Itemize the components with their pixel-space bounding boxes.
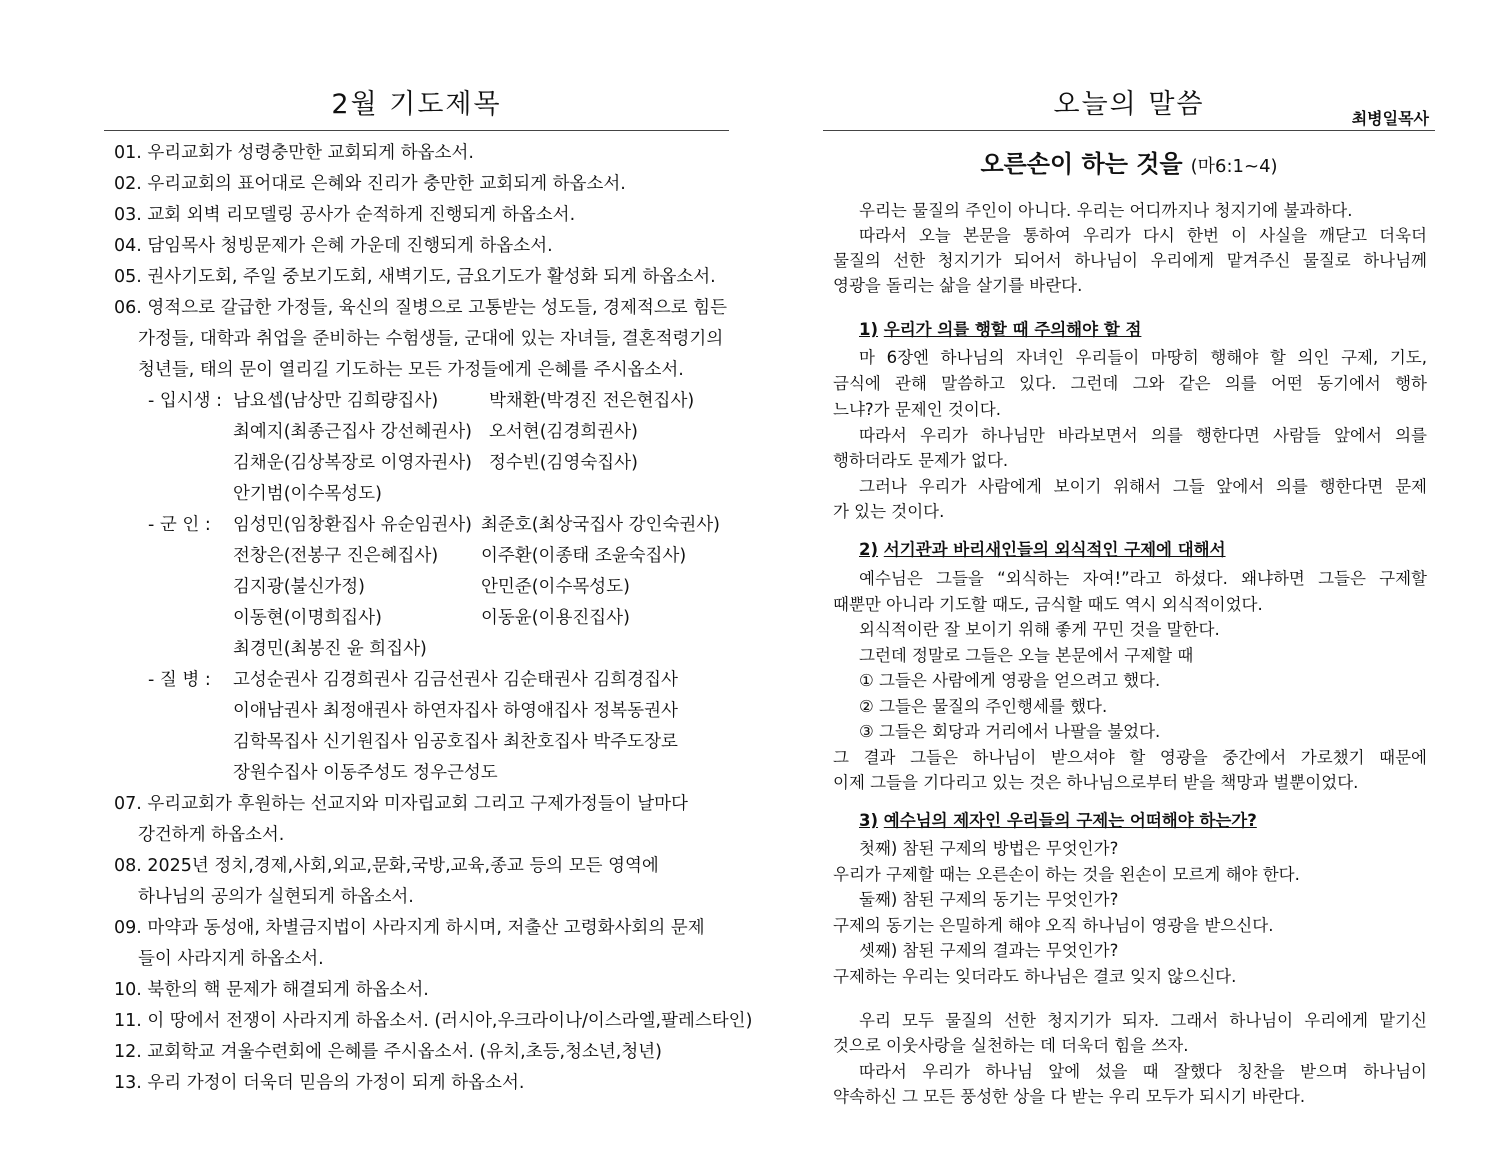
sick-names: 이애남권사 최정애권사 하연자집사 하영애집사 정복동권사 [233,701,678,721]
sermon-line: 그러나 우리가 사람에게 보이기 위해서 그들 앞에서 의를 행한다면 문제 [859,477,1427,496]
sermon-line: 약속하신 그 모든 풍성한 상을 다 받는 우리 모두가 되시기 바란다. [833,1087,1306,1106]
sick-names: 장원수집사 이동주성도 정우근성도 [233,763,498,783]
prayer-item: 08. 2025년 정치,경제,사회,외교,문화,국방,교육,종교 등의 모든 영역에 [114,856,659,876]
sermon-line: 가 있는 것이다. [833,502,945,521]
exam-group-row [114,386,729,417]
exam-name: 최예지(최종근집사 강선혜권사) [233,422,472,442]
prayer-item-continued: 하나님의 공의가 실현되게 하옵소서. [138,887,414,907]
exam-group-row [114,417,729,448]
exam-name: 남요셉(남상만 김희량집사) [233,391,439,411]
sermon-line: 구제의 동기는 은밀하게 해야 오직 하나님이 영광을 받으신다. [833,916,1274,935]
army-name: 김지광(불신가정) [233,577,365,597]
prayer-item: 13. 우리 가정이 더욱더 믿음의 가정이 되게 하옵소서. [114,1073,525,1093]
prayer-item-continued: 들이 사라지게 하옵소서. [138,949,324,969]
army-name: 이주환(이종태 조윤숙집사) [481,546,687,566]
sermon-line: 우리는 물질의 주인이 아니다. 우리는 어디까지나 청지기에 불과하다. [859,201,1353,220]
sermon-line: 마 6장엔 하나님의 자녀인 우리들이 마땅히 행해야 할 의인 구제, 기도, [859,348,1427,367]
exam-label: - 입시생 : [148,391,223,411]
sermon-line: 그런데 정말로 그들은 오늘 본문에서 구제할 때 [859,646,1194,665]
prayer-item: 07. 우리교회가 후원하는 선교지와 미자립교회 그리고 구제가정들이 날마다 [114,794,688,814]
prayer-item-continued: 강건하게 하옵소서. [138,825,285,845]
sermon-page-title: 오늘의 말씀 [1053,89,1205,120]
prayer-list [114,138,753,1099]
sermon-line: ② 그들은 물질의 주인행세를 했다. [859,697,1108,716]
sermon-line: 외식적이란 잘 보이기 위해 좋게 꾸민 것을 말한다. [859,620,1220,639]
sermon-line: ③ 그들은 회당과 거리에서 나팔을 불었다. [859,722,1161,741]
sermon-title [823,144,1435,179]
title-divider [104,130,729,131]
section-title: 예수님의 제자인 우리들의 구제는 어떠해야 하는가? [883,811,1257,830]
sermon-line: 느냐?가 문제인 것이다. [833,400,1001,419]
army-name: 이동현(이명희집사) [233,608,382,628]
sermon-line: 것으로 이웃사랑을 실천하는 데 더욱더 힘을 쓰자. [833,1036,1189,1055]
prayer-title: 2월 기도제목 [331,89,502,120]
sermon-line: 때뿐만 아니라 기도할 때도, 금식할 때도 역시 외식적이었다. [833,595,1263,614]
army-group-row [114,541,729,572]
prayer-item-continued: 가정들, 대학과 취업을 준비하는 수험생들, 군대에 있는 자녀들, 결혼적령기의 [138,329,724,349]
sermon-line: 우리 모두 물질의 선한 청지기가 되자. 그래서 하나님이 우리에게 맡기신 [859,1011,1427,1030]
sick-group-row [114,696,729,727]
exam-name: 안기범(이수목성도) [233,484,382,504]
prayer-item-continued: 청년들, 태의 문이 열리길 기도하는 모든 가정들에게 은혜를 주시옵소서. [138,360,684,380]
prayer-item: 03. 교회 외벽 리모델링 공사가 순적하게 진행되게 하옵소서. [114,205,576,225]
army-name: 임성민(임창환집사 유순임권사) [233,515,472,535]
sermon-line: 따라서 우리가 하나님만 바라보면서 의를 행한다면 사람들 앞에서 의를 [859,426,1427,445]
sick-label: - 질 병 : [148,670,211,690]
sermon-line: 우리가 구제할 때는 오른손이 하는 것을 왼손이 모르게 해야 한다. [833,865,1300,884]
army-group-row [114,510,729,541]
prayer-item: 11. 이 땅에서 전쟁이 사라지게 하옵소서. (러시아,우크라이나/이스라엘,팔레스타인) [114,1011,753,1031]
sick-names: 고성순권사 김경희권사 김금선권사 김순태권사 김희경집사 [233,670,678,690]
exam-name: 박채환(박경진 전은현집사) [489,391,695,411]
section-heading [859,317,1141,342]
prayer-item: 12. 교회학교 겨울수련회에 은혜를 주시옵소서. (유치,초등,청소년,청년) [114,1042,662,1062]
army-name: 안민준(이수목성도) [481,577,630,597]
section-number: 1) [859,320,879,339]
section-heading [859,808,1257,833]
sermon-line: 물질의 선한 청지기가 되어서 하나님이 우리에게 맡겨주신 물질로 하나님께 [833,251,1427,270]
sermon-line: 첫째) 참된 구제의 방법은 무엇인가? [859,839,1119,858]
prayer-item: 04. 담임목사 청빙문제가 은혜 가운데 진행되게 하옵소서. [114,236,553,256]
sermon-line: ① 그들은 사람에게 영광을 얻으려고 했다. [859,671,1161,690]
prayer-item: 09. 마약과 동성애, 차별금지법이 사라지게 하시며, 저출산 고령화사회의 문제 [114,918,705,938]
army-group-row [114,634,729,665]
section-heading [859,537,1226,562]
prayer-item: 06. 영적으로 갈급한 가정들, 육신의 질병으로 고통받는 성도들, 경제적으로 힘든 [114,298,728,318]
section-number: 3) [859,811,879,830]
sermon-line: 둘째) 참된 구제의 동기는 무엇인가? [859,890,1119,909]
exam-name: 김채운(김상복장로 이영자권사) [233,453,472,473]
prayer-item: 01. 우리교회가 성령충만한 교회되게 하옵소서. [114,143,474,163]
scripture-reference: (마6:1~4) [1190,156,1278,177]
army-label: - 군 인 : [148,515,211,535]
sick-group-row [114,727,729,758]
title-divider [823,130,1435,131]
sermon-line: 구제하는 우리는 잊더라도 하나님은 결코 잊지 않으신다. [833,967,1237,986]
army-name: 최경민(최봉진 윤 희집사) [233,639,427,659]
sermon-line: 금식에 관해 말씀하고 있다. 그런데 그와 같은 의를 어떤 동기에서 행하 [833,374,1427,393]
sermon-line: 그 결과 그들은 하나님이 받으셔야 할 영광을 중간에서 가로챘기 때문에 [833,748,1427,767]
section-number: 2) [859,540,879,559]
sick-group-row [114,665,729,696]
army-group-row [114,603,729,634]
prayer-item: 10. 북한의 핵 문제가 해결되게 하옵소서. [114,980,429,1000]
sermon-line: 영광을 돌리는 삶을 살기를 바란다. [833,276,1083,295]
exam-group-row [114,479,729,510]
sermon-page [823,0,1435,1155]
sermon-line: 이제 그들을 기다리고 있는 것은 하나님으로부터 받을 책망과 벌뿐이었다. [833,773,1359,792]
exam-group-row [114,448,729,479]
prayer-page [104,0,753,1155]
sermon-line: 셋째) 참된 구제의 결과는 무엇인가? [859,941,1119,960]
sermon-title-text: 오른손이 하는 것을 [980,150,1183,178]
prayer-item: 05. 권사기도회, 주일 중보기도회, 새벽기도, 금요기도가 활성화 되게 하옵소서. [114,267,716,287]
sick-names: 김학목집사 신기원집사 임공호집사 최찬호집사 박주도장로 [233,732,678,752]
exam-name: 정수빈(김영숙집사) [489,453,638,473]
prayer-item: 02. 우리교회의 표어대로 은혜와 진리가 충만한 교회되게 하옵소서. [114,174,626,194]
army-name: 이동윤(이용진집사) [481,608,630,628]
section-title: 서기관과 바리새인들의 외식적인 구제에 대해서 [883,540,1226,559]
section-title: 우리가 의를 행할 때 주의해야 할 점 [883,320,1142,339]
exam-name: 오서현(김경희권사) [489,422,638,442]
army-group-row [114,572,729,603]
sermon-author: 최병일목사 [1351,109,1429,128]
sick-group-row [114,758,729,789]
sermon-line: 따라서 우리가 하나님 앞에 섰을 때 잘했다 칭찬을 받으며 하나님이 [859,1062,1427,1081]
sermon-line: 행하더라도 문제가 없다. [833,451,1009,470]
sermon-line: 따라서 오늘 본문을 통하여 우리가 다시 한번 이 사실을 깨닫고 더욱더 [859,226,1427,245]
army-name: 최준호(최상국집사 강인숙권사) [481,515,720,535]
sermon-line: 예수님은 그들을 “외식하는 자여!”라고 하셨다. 왜냐하면 그들은 구제할 [859,569,1427,588]
army-name: 전창은(전봉구 진은혜집사) [233,546,439,566]
